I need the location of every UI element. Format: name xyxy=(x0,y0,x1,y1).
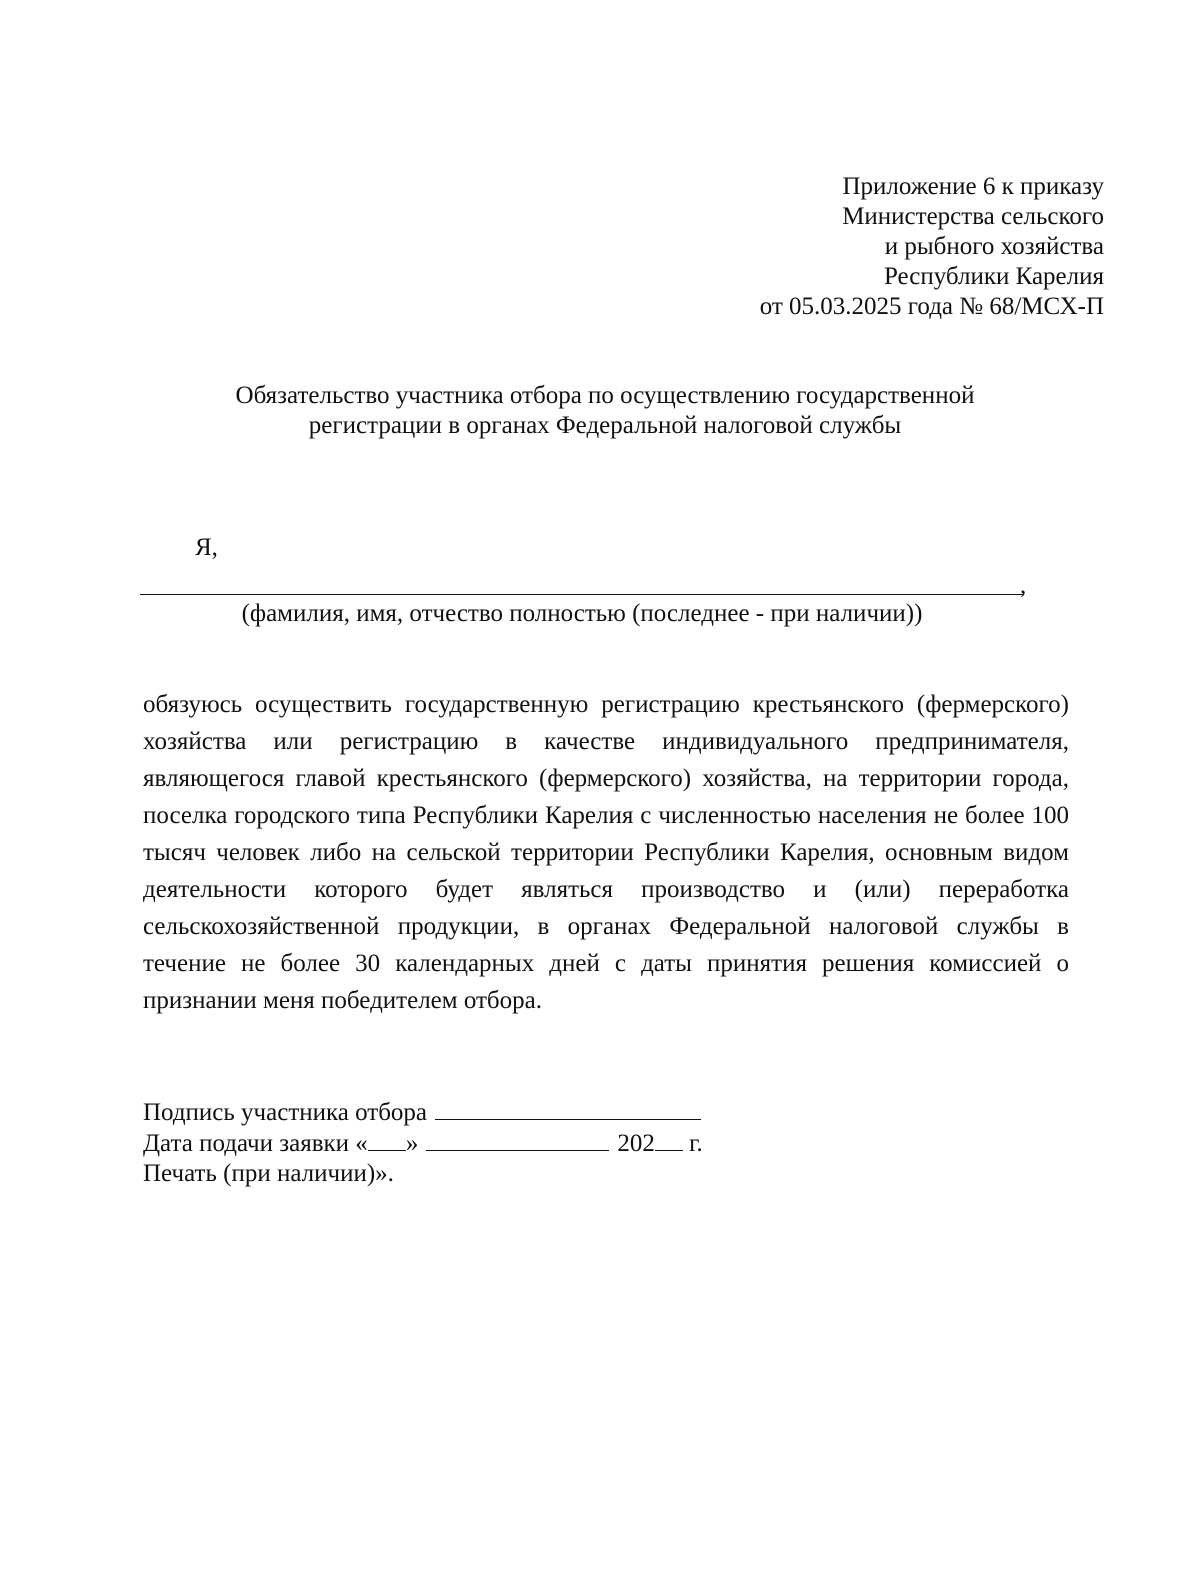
date-label: Дата подачи заявки « xyxy=(143,1130,368,1157)
date-month-field[interactable] xyxy=(426,1128,609,1151)
obligation-text: обязуюсь осуществить государственную регистрацию крестьянского (фермерского) хозяйства или регистрацию в качестве индивидуального предпринимателя, являющегося главой крестьянского (фермерского) хозяйства, на территории города, поселка городского типа Республики Карелия с численностью населения не более 100 тысяч человек либо на сельской территории Республики Карелия, основным видом деятельности которого будет являться производство и (или) переработка сельскохозяйственной продукции, в органах Федеральной налоговой службы в течение не более 30 календарных дней с даты принятия решения комиссией о признании меня победителем отбора. xyxy=(143,691,1069,1014)
signature-row xyxy=(143,1097,703,1128)
year-suffix: г. xyxy=(682,1130,703,1157)
name-comma: , xyxy=(1020,572,1027,599)
appendix-line: Министерства сельского xyxy=(842,203,1104,230)
title-line: Обязательство участника отбора по осуществлению государственной xyxy=(235,382,975,409)
stamp-row xyxy=(143,1159,703,1189)
date-close-quote: » xyxy=(405,1130,419,1157)
title-line: регистрации в органах Федеральной налоговой службы xyxy=(308,412,902,439)
full-name-hint: (фамилия, имя, отчество полностью (последнее - при наличии)) xyxy=(241,600,923,627)
appendix-order-number: от 05.03.2025 года № 68/МСХ-П xyxy=(759,293,1104,320)
appendix-line: и рыбного хозяйства xyxy=(884,233,1104,260)
appendix-line: Приложение 6 к приказу xyxy=(842,173,1104,200)
signature-block xyxy=(143,1097,703,1189)
document-title xyxy=(120,381,1090,441)
signature-label: Подпись участника отбора xyxy=(143,1099,428,1126)
stamp-label: Печать (при наличии)». xyxy=(143,1160,394,1187)
date-year-field[interactable] xyxy=(655,1128,683,1151)
date-day-field[interactable] xyxy=(368,1128,406,1151)
appendix-header xyxy=(760,172,1104,322)
signature-field[interactable] xyxy=(435,1097,701,1120)
full-name-field[interactable] xyxy=(140,594,1024,595)
date-row xyxy=(143,1128,703,1159)
year-prefix: 202 xyxy=(617,1130,655,1157)
declarant-intro: Я, xyxy=(195,534,218,561)
appendix-line: Республики Карелия xyxy=(883,263,1104,290)
